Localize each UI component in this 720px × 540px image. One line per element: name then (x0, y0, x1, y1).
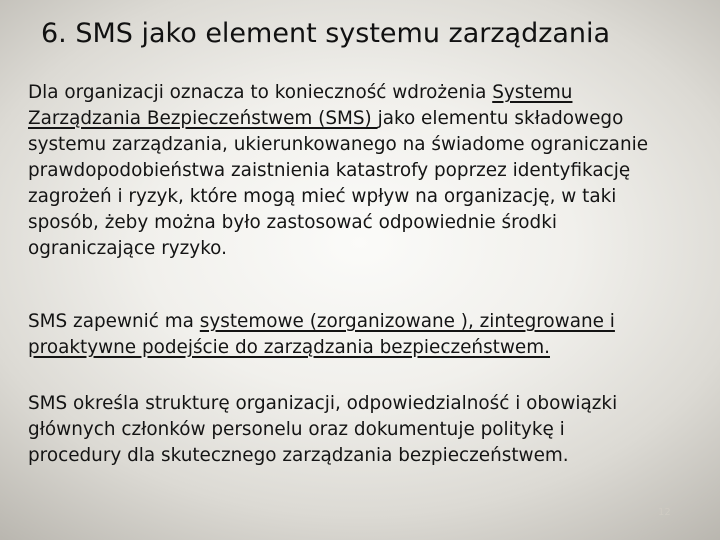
paragraph-sms-definition (28, 80, 708, 262)
underlined-phrase: proaktywne podejście do zarządzania bezpieczeństwem. (28, 337, 550, 358)
text-line (28, 106, 708, 132)
text-segment: Dla organizacji oznacza to konieczność wdrożenia (28, 82, 493, 103)
text-segment: SMS zapewnić ma (28, 311, 200, 332)
underlined-term: Zarządzania Bezpieczeństwem (SMS) (28, 108, 378, 129)
paragraph-sms-structure (28, 391, 708, 469)
text-line: głównych członków personelu oraz dokumentuje politykę i (28, 419, 565, 440)
page-number: 12 (658, 507, 671, 518)
text-line: prawdopodobieństwa zaistnienia katastrofy poprzez identyfikację (28, 160, 631, 181)
slide-title: 6. SMS jako element systemu zarządzania (41, 18, 611, 49)
text-line: procedury dla skutecznego zarządzania bezpieczeństwem. (28, 445, 569, 466)
text-line: sposób, żeby można było zastosować odpowiednie środki (28, 212, 557, 233)
text-line: ograniczające ryzyko. (28, 238, 227, 259)
paragraph-sms-approach (28, 309, 708, 361)
underlined-term: Systemu (492, 82, 573, 103)
text-line: SMS określa strukturę organizacji, odpowiedzialność i obowiązki (28, 393, 618, 414)
text-line (28, 80, 708, 106)
text-line: zagrożeń i ryzyk, które mogą mieć wpływ na organizację, w taki (28, 186, 617, 207)
text-segment: jako elementu składowego (377, 108, 624, 129)
text-line: systemu zarządzania, ukierunkowanego na świadome ograniczanie (28, 134, 649, 155)
underlined-phrase: systemowe (zorganizowane ), zintegrowane i (199, 311, 615, 332)
text-line (28, 309, 708, 335)
